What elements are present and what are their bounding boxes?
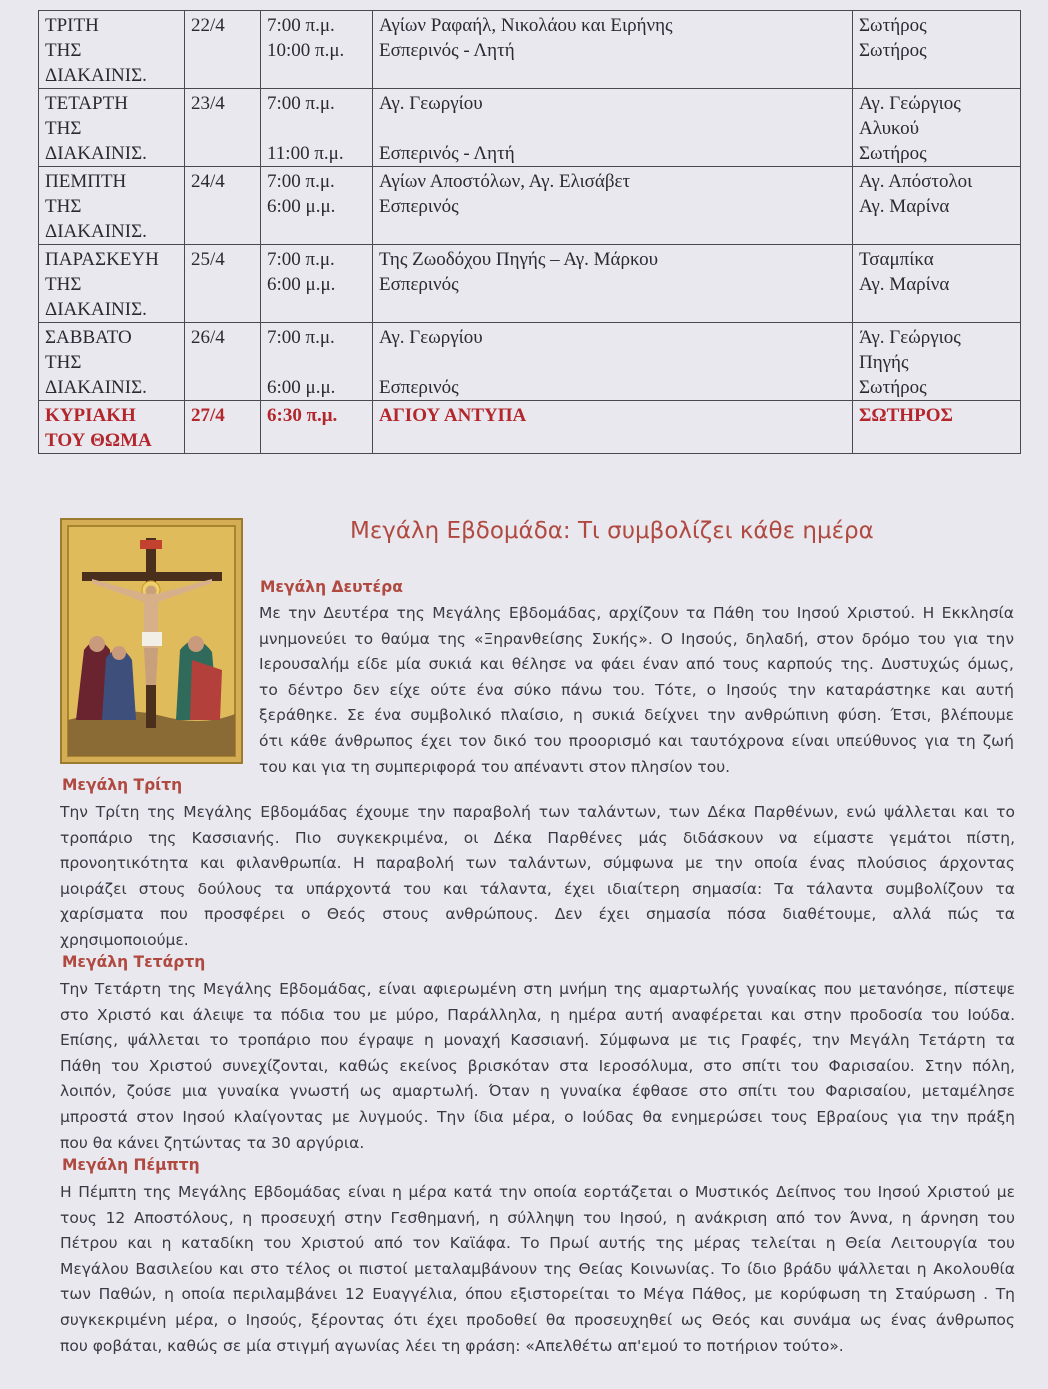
schedule-cell-date: [185, 89, 261, 167]
schedule-cell-services: [373, 323, 853, 401]
schedule-cell-text: 11:00 π.μ.: [267, 143, 344, 164]
schedule-cell-services: [373, 11, 853, 89]
section-heading: Μεγάλη Πέμπτη: [62, 1156, 200, 1174]
schedule-cell-text: [379, 350, 846, 375]
paragraph-line: μνημονεύει το θαύμα της «Ξηρανθείσης Συκής». Ο Ιησούς, δηλαδή, στον δρόμο του για την: [259, 629, 1014, 648]
paragraph-line: Η Πέμπτη της Μεγάλης Εβδομάδας είναι η μέρα κατά την οποία εορτάζεται ο Μυστικός Δείπνος του Ιησού Χριστού με: [60, 1183, 1015, 1201]
paragraph-line: χρησιμοποιούμε.: [60, 930, 189, 949]
schedule-cell-text: [267, 350, 366, 375]
section-heading: Μεγάλη Τετάρτη: [62, 953, 206, 971]
schedule-row: [39, 245, 1021, 323]
schedule-cell-text: Εσπερινός: [379, 377, 459, 398]
paragraph-line: στο Χριστό και άλειψε τα πόδια του με μύρο, Παράλληλα, η ημέρα αυτή αναφέρεται και στην προδοσία του Ιούδα.: [60, 1005, 1015, 1024]
schedule-cell-text: Αγ. Γεώργιος: [859, 93, 961, 114]
section-paragraph: [259, 601, 1014, 780]
schedule-cell-day: [39, 167, 185, 245]
paragraph-line: του και για τη συμπεριφορά του απέναντι στον πλησίον του.: [259, 757, 731, 776]
schedule-cell-date: [185, 11, 261, 89]
schedule-cell-text: ΚΥΡΙΑΚΗ: [45, 405, 136, 426]
schedule-cell-text: Αγ. Μαρίνα: [859, 196, 950, 217]
schedule-cell-text: Της Ζωοδόχου Πηγής – Αγ. Μάρκου: [379, 249, 659, 270]
schedule-cell-text: Σωτήρος: [859, 377, 927, 398]
schedule-cell-times: [261, 323, 373, 401]
paragraph-line: το δέντρο δεν είχε ούτε ένα σύκο πάνω του. Τότε, ο Ιησούς την καταράστηκε και αυτή: [259, 680, 1014, 699]
paragraph-line: λοιπόν, ζούσε μια γυναίκα γνωστή ως αμαρτωλή. Όταν η γυναίκα έφθασε στο σπίτι του Φαρισαίου, μεταμέλησε: [60, 1082, 1015, 1101]
schedule-cell-day: [39, 245, 185, 323]
schedule-cell-text: Εσπερινός: [379, 274, 459, 295]
schedule-cell-services: [373, 245, 853, 323]
schedule-cell-text: 26/4: [191, 327, 225, 348]
schedule-cell-churches: [853, 245, 1021, 323]
schedule-row: [39, 89, 1021, 167]
schedule-cell-text: ΠΕΜΠΤΗ: [45, 171, 127, 192]
schedule-cell-times: [261, 11, 373, 89]
section-heading: Μεγάλη Δευτέρα: [260, 578, 403, 596]
schedule-cell-text: ΤΗΣ: [45, 196, 82, 217]
schedule-cell-text: ΠΑΡΑΣΚΕΥΗ: [45, 249, 159, 270]
schedule-cell-day: [39, 89, 185, 167]
paragraph-line: Με την Δευτέρα της Μεγάλης Εβδομάδας, αρχίζουν τα Πάθη του Ιησού Χριστού. Η Εκκλησία: [259, 604, 1014, 622]
schedule-cell-text: ΤΗΣ: [45, 40, 82, 61]
schedule-cell-text: Αγίων Αποστόλων, Αγ. Ελισάβετ: [379, 171, 631, 192]
schedule-cell-text: 6:00 μ.μ.: [267, 377, 336, 398]
schedule-row: [39, 401, 1021, 454]
paragraph-line: Πάθη του Χριστού συνεχίζονται, καθώς εκείνος βρισκόταν στα Ιεροσόλυμα, στο σπίτι του Φαρισαίου. Στην πόλη,: [60, 1056, 1015, 1075]
schedule-cell-text: ΑΓΙΟΥ ΑΝΤΥΠΑ: [379, 405, 527, 426]
schedule-cell-text: ΤΟΥ ΘΩΜΑ: [45, 430, 152, 451]
schedule-cell-text: ΔΙΑΚΑΙΝΙΣ.: [45, 143, 147, 164]
schedule-row: [39, 323, 1021, 401]
paragraph-line: Την Τρίτη της Μεγάλης Εβδομάδας έχουμε την παραβολή των ταλάντων, των Δέκα Παρθένων, ενώ ψάλλεται και το: [60, 803, 1015, 821]
article-title: Μεγάλη Εβδομάδα: Τι συμβολίζει κάθε ημέρα: [350, 518, 874, 544]
schedule-cell-text: ΣΩΤΗΡΟΣ: [859, 405, 953, 426]
schedule-cell-date: [185, 167, 261, 245]
schedule-cell-text: Εσπερινός - Λητή: [379, 40, 515, 61]
paragraph-line: Μεγάλου Βασιλείου και στο τέλος οι πιστοί μεταλαμβάνουν της Θείας Κοινωνίας. Το ίδιο βράδυ ψάλλεται η Ακολουθία: [60, 1259, 1015, 1278]
schedule-cell-churches: [853, 167, 1021, 245]
schedule-cell-text: Άγ. Γεώργιος: [859, 327, 961, 348]
schedule-cell-services: [373, 401, 853, 454]
schedule-cell-text: ΤΗΣ: [45, 274, 82, 295]
schedule-cell-text: 7:00 π.μ.: [267, 249, 335, 270]
paragraph-line: Την Τετάρτη της Μεγάλης Εβδομάδας, είναι αφιερωμένη στη μνήμη της αμαρτωλής γυναίκας που μετανόησε, πίστεψε: [60, 980, 1015, 998]
schedule-cell-text: 24/4: [191, 171, 225, 192]
schedule-cell-churches: [853, 323, 1021, 401]
schedule-cell-text: 7:00 π.μ.: [267, 93, 335, 114]
schedule-cell-text: Αγίων Ραφαήλ, Νικολάου και Ειρήνης: [379, 15, 673, 36]
paragraph-line: τροπάριο της Κασσιανής. Πιο συγκεκριμένα, οι Δέκα Παρθένες μάς διδάσκουν να είμαστε γεμάτοι πίστη,: [60, 828, 1015, 847]
schedule-cell-times: [261, 167, 373, 245]
schedule-cell-text: ΣΑΒΒΑΤΟ: [45, 327, 132, 348]
schedule-cell-text: 25/4: [191, 249, 225, 270]
paragraph-line: συγκεκριμένη μέρα, ο Ιησούς, ξέροντας ότι έχει προδοθεί θα προσευχηθεί ως Θεός και συνάμα ως ένας άνθρωπος: [60, 1310, 1015, 1329]
schedule-cell-churches: [853, 89, 1021, 167]
schedule-cell-services: [373, 167, 853, 245]
services-schedule-table: [38, 10, 1021, 454]
schedule-cell-text: ΤΡΙΤΗ: [45, 15, 99, 36]
paragraph-line: που φοβάται, καθώς σε μία στιγμή αγωνίας λέει τη φράση: «Απελθέτω απ'εμού το ποτήριον τούτο».: [60, 1336, 844, 1355]
paragraph-line: Επίσης, ψάλλεται το τροπάριο που έγραψε η μοναχή Κασσιανή. Σύμφωνα με τις Γραφές, την Μεγάλη Τετάρτη τα: [60, 1031, 1015, 1050]
crucifixion-icon-image: [60, 518, 243, 764]
section-paragraph: [60, 800, 1015, 954]
schedule-cell-text: Εσπερινός - Λητή: [379, 143, 515, 164]
section-heading: Μεγάλη Τρίτη: [62, 776, 183, 794]
schedule-cell-text: Αγ. Μαρίνα: [859, 274, 950, 295]
schedule-cell-churches: [853, 401, 1021, 454]
paragraph-line: των Παθών, η οποία περιλαμβάνει 12 Ευαγγέλια, όπου εξιστορείται το Μέγα Πάθος, με κορύφωση τη Σταύρωση . Τη: [60, 1285, 1015, 1304]
schedule-cell-text: Τσαμπίκα: [859, 249, 934, 270]
schedule-cell-text: Πηγής: [859, 352, 909, 373]
paragraph-line: μπροστά στον Ιησού κλαίγοντας με λυγμούς. Την ίδια μέρα, ο Ιούδας θα ενημερώσει τους Εβραίους για την πράξη: [60, 1107, 1015, 1126]
paragraph-line: μοιράζει στους δούλους τα υπάρχοντά του και τάλαντα, έχει ιδιαίτερη σημασία: Τα τάλαντα συμβολίζουν τα: [60, 879, 1015, 898]
schedule-cell-times: [261, 401, 373, 454]
schedule-row: [39, 167, 1021, 245]
schedule-cell-churches: [853, 11, 1021, 89]
paragraph-line: τους 12 Αποστόλους, η προσευχή στην Γεσθημανή, η σύλληψη του Ιησού, η ανάκριση από τον Άννα, η άρνηση του: [60, 1208, 1015, 1227]
schedule-cell-text: ΔΙΑΚΑΙΝΙΣ.: [45, 65, 147, 86]
schedule-cell-text: 6:00 μ.μ.: [267, 274, 336, 295]
paragraph-line: Ιερουσαλήμ είδε μία συκιά και θέλησε να φάει έναν από τους καρπούς της. Δυστυχώς όμως,: [259, 655, 1014, 674]
schedule-cell-text: 6:30 π.μ.: [267, 405, 338, 426]
schedule-cell-text: [267, 116, 366, 141]
paragraph-line: ξεράθηκε. Σε ένα συμβολικό πλαίσιο, η συκιά δείχνει την ανθρώπινη φύση. Έτσι, βλέπουμε: [259, 706, 1014, 725]
schedule-cell-date: [185, 245, 261, 323]
schedule-cell-text: 10:00 π.μ.: [267, 40, 345, 61]
section-paragraph: [60, 1180, 1015, 1359]
schedule-cell-text: ΤΗΣ: [45, 352, 82, 373]
schedule-cell-text: ΤΕΤΑΡΤΗ: [45, 93, 128, 114]
schedule-cell-date: [185, 401, 261, 454]
section-paragraph: [60, 977, 1015, 1156]
schedule-cell-text: ΤΗΣ: [45, 118, 82, 139]
schedule-cell-text: 7:00 π.μ.: [267, 171, 335, 192]
schedule-cell-text: 22/4: [191, 15, 225, 36]
schedule-cell-text: 7:00 π.μ.: [267, 15, 335, 36]
schedule-cell-date: [185, 323, 261, 401]
schedule-cell-text: ΔΙΑΚΑΙΝΙΣ.: [45, 377, 147, 398]
schedule-cell-text: Σωτήρος: [859, 40, 927, 61]
schedule-cell-text: [379, 116, 846, 141]
schedule-cell-day: [39, 11, 185, 89]
schedule-cell-times: [261, 89, 373, 167]
schedule-cell-day: [39, 323, 185, 401]
schedule-cell-text: Σωτήρος: [859, 143, 927, 164]
schedule-cell-text: 7:00 π.μ.: [267, 327, 335, 348]
schedule-row: [39, 11, 1021, 89]
paragraph-line: προνοητικότητα και φιλανθρωπία. Η παραβολή των ταλάντων, σύμφωνα με την οποία ένας πλούσιος άρχοντας: [60, 854, 1015, 873]
schedule-cell-text: 6:00 μ.μ.: [267, 196, 336, 217]
schedule-cell-text: 23/4: [191, 93, 225, 114]
schedule-cell-text: ΔΙΑΚΑΙΝΙΣ.: [45, 221, 147, 242]
schedule-cell-text: Εσπερινός: [379, 196, 459, 217]
schedule-cell-text: Αγ. Γεωργίου: [379, 93, 483, 114]
schedule-cell-text: Σωτήρος: [859, 15, 927, 36]
crucifixion-icon: [62, 520, 241, 762]
schedule-cell-times: [261, 245, 373, 323]
paragraph-line: ότι κάθε άνθρωπος έχει τον δικό του προορισμό και ταυτόχρονα είναι υπεύθυνος για τη ζωή: [259, 731, 1014, 750]
schedule-cell-text: ΔΙΑΚΑΙΝΙΣ.: [45, 299, 147, 320]
paragraph-line: Πέτρου και η καταδίκη του Χριστού από τον Καϊάφα. Το Πρωί αυτής της μέρας τελείται η Θεία Λειτουργία του: [60, 1234, 1015, 1253]
paragraph-line: που θα κάνει ζητώντας τα 30 αργύρια.: [60, 1133, 365, 1152]
schedule-cell-text: Αγ. Απόστολοι: [859, 171, 973, 192]
schedule-cell-services: [373, 89, 853, 167]
schedule-cell-text: Αλυκού: [859, 118, 920, 139]
schedule-cell-text: Αγ. Γεωργίου: [379, 327, 483, 348]
schedule-cell-text: 27/4: [191, 405, 225, 426]
paragraph-line: χαρίσματα που προσφέρει ο Θεός στους ανθρώπους. Δεν έχει σημασία πόσα διαθέτουμε, αλλά πώς τα: [60, 905, 1015, 924]
schedule-cell-day: [39, 401, 185, 454]
